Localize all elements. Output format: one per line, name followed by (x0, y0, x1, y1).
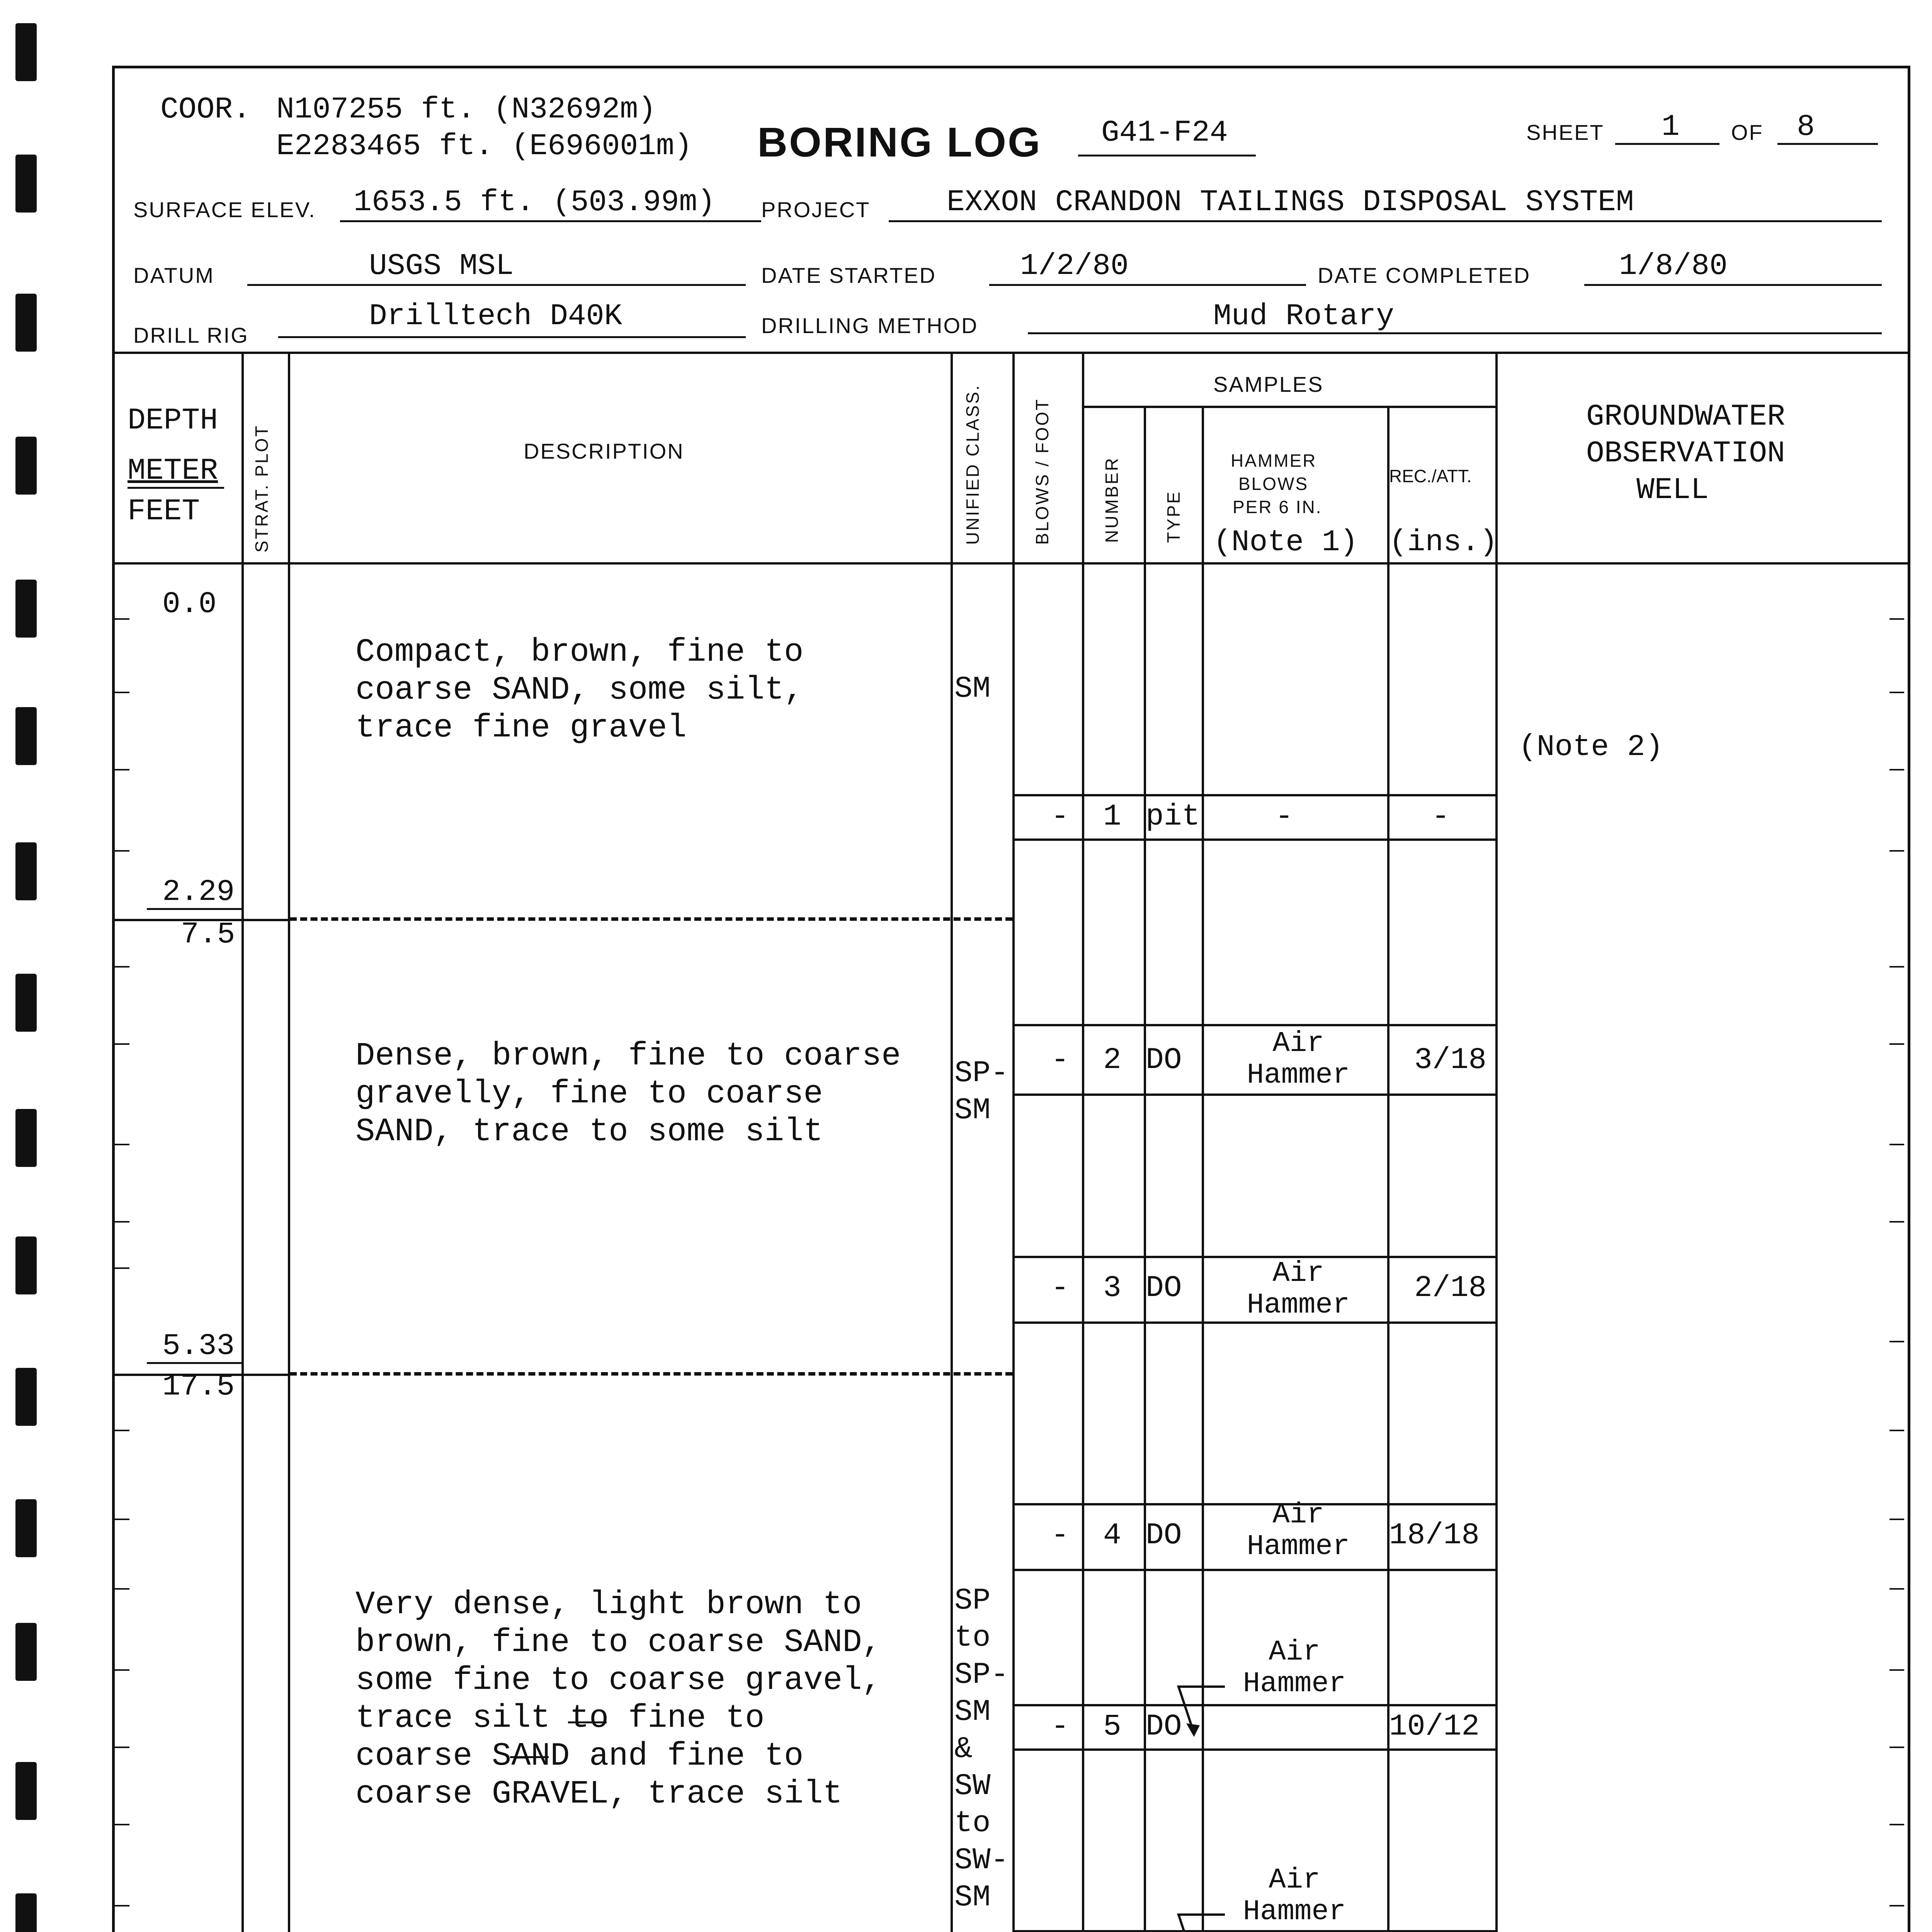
depth-heading: DEPTH (128, 404, 218, 438)
stratum-2-description: Dense, brown, fine to coarse gravelly, fine to coarse SAND, trace to some silt (355, 1038, 901, 1150)
sample-4-rec: 18/18 (1389, 1519, 1480, 1553)
groundwater-note: (Note 2) (1519, 730, 1663, 764)
project-label: PROJECT (761, 197, 871, 222)
stratum-2-class: SP- SM (954, 1056, 1009, 1128)
date-started-label: DATE STARTED (761, 263, 936, 287)
sample-2-hammer: Air Hammer (1247, 1027, 1350, 1092)
boring-id: G41-F24 (1101, 116, 1228, 150)
description-heading: DESCRIPTION (524, 439, 684, 463)
sample-6-hammer: Air Hammer (1243, 1864, 1346, 1928)
stratum-3-class: SP to SP- SM & SW to SW- SM (954, 1584, 1009, 1915)
unified-class-heading: UNIFIED CLASS. (963, 384, 983, 545)
coor-east: E2283465 ft. (E696001m) (276, 129, 692, 163)
groundwater-heading-2: OBSERVATION (1586, 437, 1785, 471)
sample-1-number: 1 (1103, 800, 1121, 834)
sample-3-type: DO (1146, 1271, 1182, 1305)
sample-5-blows: - (1051, 1710, 1069, 1744)
sheet-total: 8 (1797, 110, 1815, 144)
hammer-pointer-5 (1171, 1683, 1233, 1741)
sample-4-type: DO (1146, 1519, 1182, 1553)
stratum-1-class: SM (954, 672, 991, 706)
project: EXXON CRANDON TAILINGS DISPOSAL SYSTEM (947, 185, 1634, 219)
depth-1-feet: 7.5 (181, 918, 235, 952)
coor-north: N107255 ft. (N32692m) (276, 93, 656, 127)
drilling-method-label: DRILLING METHOD (761, 313, 978, 338)
datum: USGS MSL (369, 249, 514, 283)
strat-plot-heading: STRAT. PLOT (252, 424, 272, 553)
date-completed-label: DATE COMPLETED (1318, 263, 1531, 287)
sample-3-blows: - (1051, 1271, 1069, 1305)
date-completed: 1/8/80 (1619, 249, 1728, 283)
depth-2-feet: 17.5 (162, 1370, 235, 1404)
hammer-heading-2: BLOWS (1238, 474, 1309, 494)
sample-1-rec: - (1432, 800, 1450, 834)
hammer-pointer-6 (1171, 1911, 1233, 1932)
sample-1-blows: - (1051, 800, 1069, 834)
hammer-heading-1: HAMMER (1231, 451, 1317, 471)
type-heading: TYPE (1163, 490, 1184, 543)
sample-1-type: pit (1146, 800, 1200, 834)
blows-foot-heading: BLOWS / FOOT (1032, 398, 1052, 545)
stratum-3-description: Very dense, light brown to brown, fine to coarse SAND, some fine to coarse gravel, trace silt to fine to coarse SAND and fine to coarse GRAVEL, trace silt (355, 1587, 882, 1813)
number-heading: NUMBER (1102, 456, 1122, 543)
sample-2-number: 2 (1103, 1043, 1121, 1077)
depth-2-meter: 5.33 (162, 1329, 235, 1363)
rec-units: (ins.) (1389, 526, 1498, 560)
sheet-label: SHEET (1526, 120, 1604, 145)
sample-3-rec: 2/18 (1414, 1271, 1487, 1305)
depth-1-meter: 2.29 (162, 875, 235, 909)
sample-4-hammer: Air Hammer (1247, 1499, 1350, 1563)
sample-3-number: 3 (1103, 1271, 1121, 1305)
of-label: OF (1731, 120, 1764, 145)
sample-5-number: 5 (1103, 1710, 1121, 1744)
feet-heading: FEET (128, 495, 200, 529)
sample-5-hammer: Air Hammer (1243, 1636, 1346, 1700)
sample-4-blows: - (1051, 1519, 1069, 1553)
sample-2-type: DO (1146, 1043, 1182, 1077)
sample-2-blows: - (1051, 1043, 1069, 1077)
surface-elev-label: SURFACE ELEV. (133, 197, 316, 222)
hammer-heading-3: PER 6 IN. (1233, 497, 1322, 517)
samples-heading: SAMPLES (1213, 372, 1324, 396)
drill-rig-label: DRILL RIG (133, 323, 249, 347)
drill-rig: Drilltech D40K (369, 299, 622, 333)
page-title: BORING LOG (757, 119, 1042, 165)
groundwater-heading-1: GROUNDWATER (1586, 400, 1785, 434)
groundwater-heading-3: WELL (1636, 473, 1709, 507)
sample-2-rec: 3/18 (1414, 1043, 1487, 1077)
stratum-boundary-2 (290, 1372, 1012, 1376)
stratum-boundary-1 (290, 917, 1012, 921)
meter-heading: METER (128, 454, 218, 488)
depth-top: 0.0 (162, 587, 217, 621)
sheet-number: 1 (1662, 110, 1680, 144)
surface-elev: 1653.5 ft. (503.99m) (354, 185, 716, 219)
coor-label: COOR. (160, 93, 251, 127)
sample-3-hammer: Air Hammer (1247, 1257, 1350, 1321)
hammer-note: (Note 1) (1213, 526, 1358, 560)
date-started: 1/2/80 (1020, 249, 1129, 283)
stratum-1-description: Compact, brown, fine to coarse SAND, some silt, trace fine gravel (355, 634, 804, 747)
datum-label: DATUM (133, 263, 214, 287)
sample-1-hammer: - (1275, 800, 1293, 834)
sample-5-type: DO (1146, 1710, 1182, 1744)
rec-att-heading: REC./ATT. (1389, 466, 1472, 486)
sample-5-rec: 10/12 (1389, 1710, 1480, 1744)
sample-4-number: 4 (1103, 1519, 1121, 1553)
drilling-method: Mud Rotary (1213, 299, 1395, 333)
